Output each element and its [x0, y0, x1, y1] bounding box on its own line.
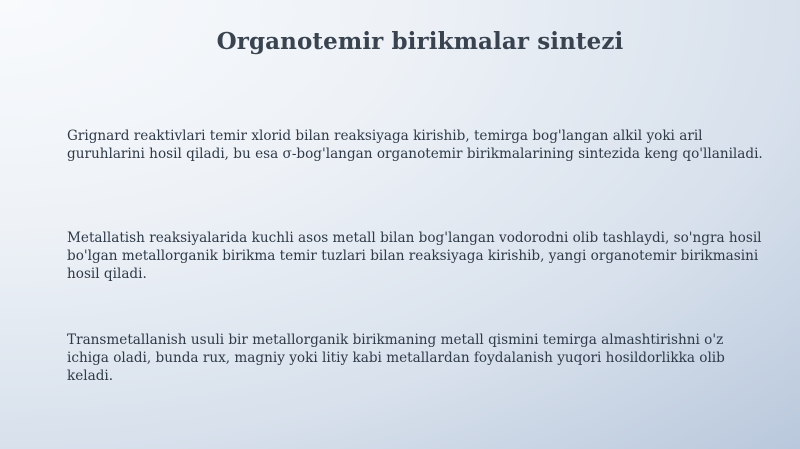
paragraph-transmetallation: Transmetallanish usuli bir metallorganik birikmaning metall qismini temirga almashtirishni o'z ichiga oladi, bunda rux, magniy yoki litiy kabi metallardan foydalanish yuqori hosildorlikka olib keladi. — [67, 332, 725, 384]
paragraph-metallation: Metallatish reaksiyalarida kuchli asos metall bilan bog'langan vodorodni olib tashlaydi, so'ngra hosil bo'lgan metallorganik birikma temir tuzlari bilan reaksiyaga kirishib, yangi organotemir birikmasini hosil qiladi. — [67, 230, 762, 282]
paragraph-grignard: Grignard reaktivlari temir xlorid bilan reaksiyaga kirishib, temirga bog'langan alkil yoki aril guruhlarini hosil qiladi, bu esa σ-bog'langan organotemir birikmalarining sintezida keng qo'llaniladi. — [67, 128, 763, 162]
slide-title: Organotemir birikmalar sintezi — [216, 28, 624, 55]
